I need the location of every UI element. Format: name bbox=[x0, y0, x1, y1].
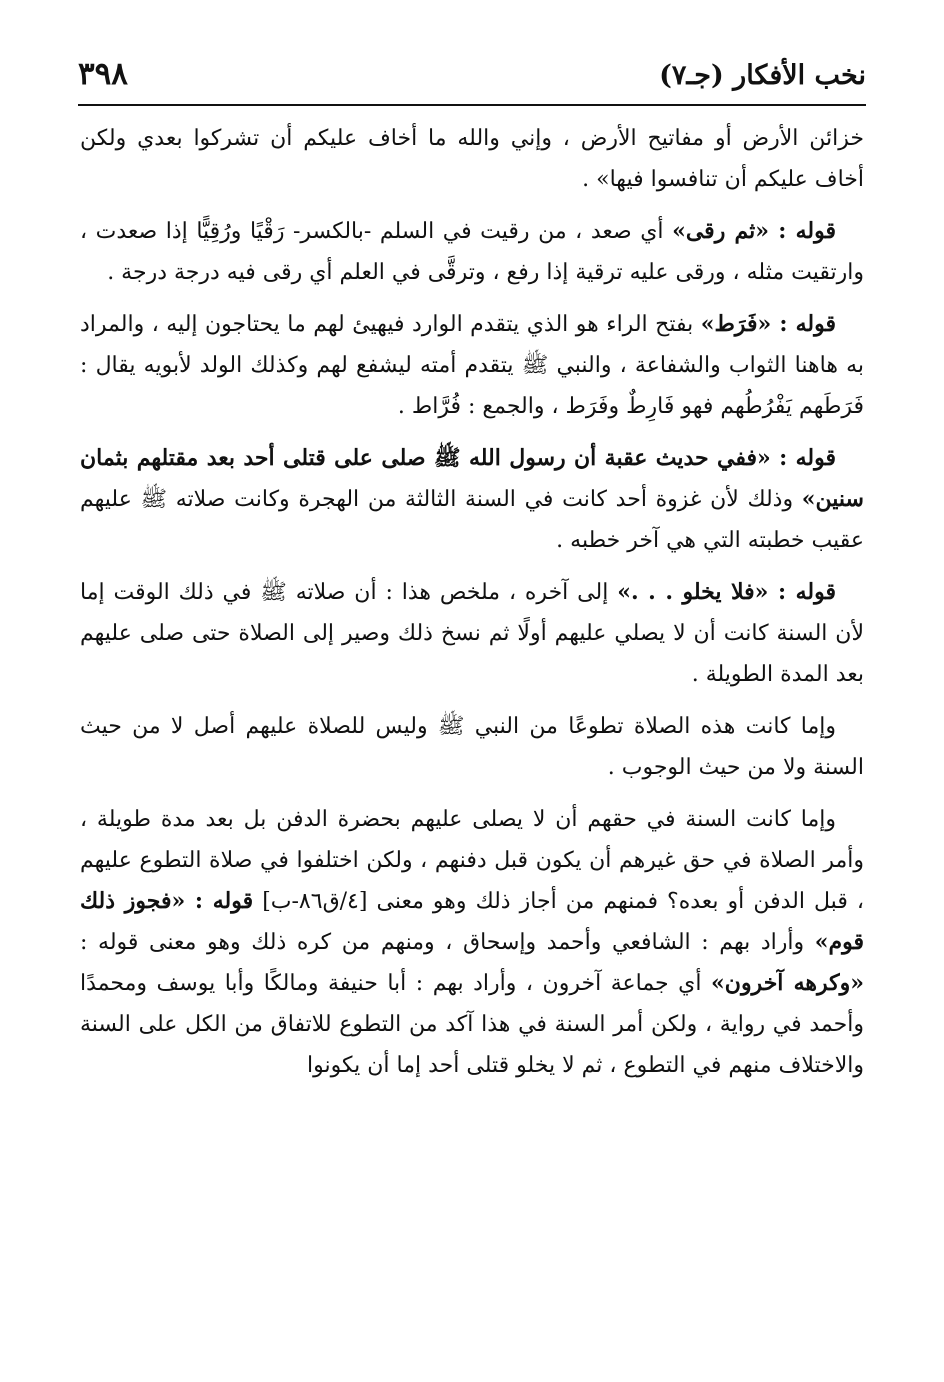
quoted-lemma: قوله : «فَرَط» bbox=[700, 311, 837, 337]
quoted-lemma: «وكرهه آخرون» bbox=[711, 970, 864, 996]
commentary-text: أي صعد ، من رقيت في السلم -بالكسر- رَقْيًا ورُقِيًّا إذا صعدت ، وارتقيت مثله ، ورقى عليه ترقية إذا رفع ، وترقَّى في العلم أي رقى فيه درجة درجة . bbox=[80, 219, 864, 285]
commentary-text: وإما كانت هذه الصلاة تطوعًا من النبي ﷺ وليس للصلاة عليهم أصل لا من حيث السنة ولا من حيث الوجوب . bbox=[80, 714, 864, 780]
paragraph bbox=[80, 706, 864, 788]
paragraph bbox=[80, 118, 864, 200]
commentary-text: إلى آخره ، ملخص هذا : أن صلاته ﷺ في ذلك الوقت إما لأن السنة كانت أن لا يصلي عليهم أولًا ثم نسخ ذلك وصير إلى الصلاة حتى صلى عليهم بعد المدة الطويلة . bbox=[80, 580, 864, 687]
commentary-text: أي جماعة آخرون ، وأراد بهم : أبا حنيفة ومالكًا وأبا يوسف ومحمدًا وأحمد في رواية ، ولكن أمر السنة في هذا آكد من التطوع للاتفاق من الكل على السنة والاختلاف منهم في التطوع ، ثم لا يخلو قتلى أحد إما أن يكونوا bbox=[80, 971, 864, 1078]
commentary-text: وإما كانت السنة في حقهم أن لا يصلى عليهم بحضرة الدفن بل بعد مدة طويلة ، وأمر الصلاة في حق غيرهم أن يكون قبل دفنهم ، ولكن اختلفوا في صلاة التطوع عليهم ، قبل الدفن أو بعده؟ فمنهم من أجاز ذلك وهو معنى [٤/ق٨٦-ب] bbox=[80, 807, 864, 914]
quoted-lemma: قوله : «فجوز ذلك قوم» bbox=[80, 888, 864, 955]
quoted-lemma: قوله : «ثم رقى» bbox=[672, 218, 836, 244]
commentary-text: بفتح الراء هو الذي يتقدم الوارد فيهيئ لهم ما يحتاجون إليه ، والمراد به هاهنا الثواب والشفاعة ، والنبي ﷺ يتقدم أمته ليشفع لهم وكذلك الولد لأبويه يقال : فَرَطَهم يَفْرُطُهم فهو فَارِطٌ وفَرَط ، والجمع : فُرَّاط . bbox=[80, 312, 864, 419]
commentary-text: وذلك لأن غزوة أحد كانت في السنة الثالثة من الهجرة وكانت صلاته ﷺ عليهم عقيب خطبته التي هي آخر خطبه . bbox=[80, 487, 864, 553]
page-number: ٣٩٨ bbox=[78, 56, 128, 92]
quoted-lemma: قوله : «فلا يخلو . . .» bbox=[617, 579, 836, 605]
paragraph bbox=[80, 211, 864, 293]
paragraph bbox=[80, 799, 864, 1086]
running-title: نخب الأفكار (جـ٧) bbox=[659, 60, 866, 91]
commentary-text: وأراد بهم : الشافعي وأحمد وإسحاق ، ومنهم من كره ذلك وهو معنى قوله : bbox=[80, 930, 815, 955]
paragraph bbox=[80, 304, 864, 427]
quoted-lemma: قوله : «ففي حديث عقبة أن رسول الله ﷺ صلى على قتلى أحد بعد مقتلهم بثمان سنين» bbox=[80, 445, 864, 512]
page-body bbox=[80, 118, 864, 1097]
running-header bbox=[78, 56, 866, 106]
header-rule bbox=[78, 104, 866, 106]
paragraph bbox=[80, 438, 864, 561]
paragraph bbox=[80, 572, 864, 695]
commentary-text: خزائن الأرض أو مفاتيح الأرض ، وإني والله ما أخاف عليكم أن تشركوا بعدي ولكن أخاف عليكم أن تنافسوا فيها» . bbox=[80, 126, 864, 192]
